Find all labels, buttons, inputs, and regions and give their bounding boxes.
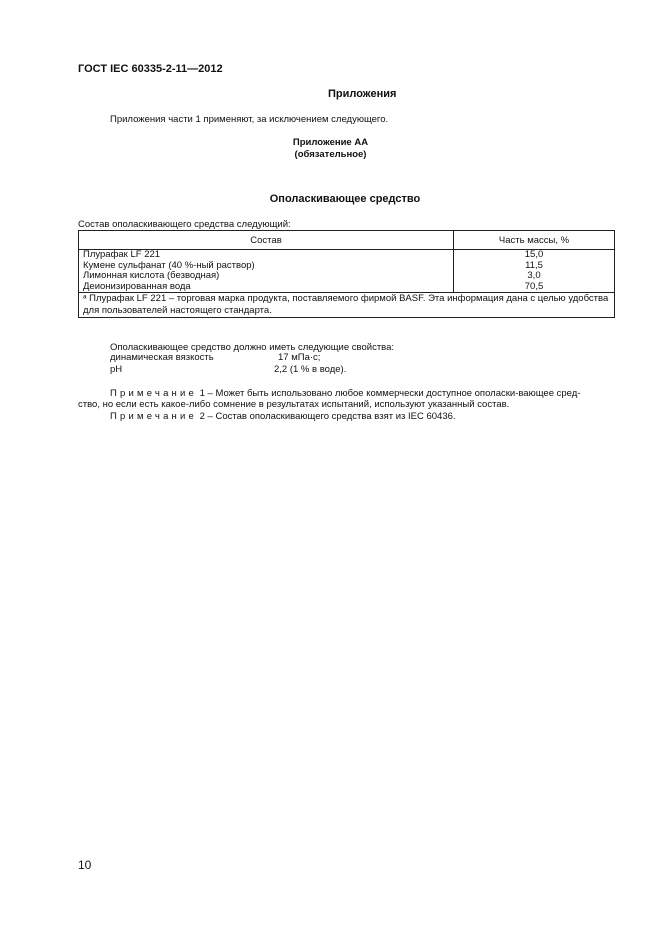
table-footnote-row xyxy=(79,293,615,318)
note-2 xyxy=(110,411,456,422)
note-text: 2 – Состав ополаскивающего средства взят из IEC 60436. xyxy=(197,411,456,422)
note-1 xyxy=(110,388,580,399)
note-label: Примечание xyxy=(110,388,197,399)
table-caption: Состав ополаскивающего средства следующий: xyxy=(78,219,291,230)
column-header-mass-fraction: Часть массы, % xyxy=(454,231,615,250)
section-title: Приложения xyxy=(328,88,397,100)
table-header-row xyxy=(79,231,615,250)
table-footnote: ᵃ Плурафак LF 221 – торговая марка продукта, поставляемого фирмой BASF. Эта информация дана с целью удобства для пользователей настоящего стандарта. xyxy=(79,293,615,318)
composition-table xyxy=(78,230,615,318)
property-value: 17 мПа·с; xyxy=(278,352,321,363)
note-label: Примечание xyxy=(110,411,197,422)
page-number: 10 xyxy=(78,858,92,872)
note-1-continuation: ство, но если есть какое-либо сомнение в результатах испытаний, используют указанный состав. xyxy=(78,399,510,410)
ingredient-name: Лимонная кислота (безводная) xyxy=(83,270,220,281)
ingredient-name: Кумене сульфанат (40 %-ный раствор) xyxy=(83,259,255,271)
ingredient-values xyxy=(454,250,615,293)
properties-intro: Ополаскивающее средство должно иметь следующие свойства: xyxy=(110,342,395,353)
standard-code: ГОСТ IEC 60335-2-11—2012 xyxy=(78,63,223,75)
property-value: 2,2 (1 % в воде). xyxy=(274,364,347,375)
property-name: pH xyxy=(110,364,123,375)
subsection-title: Ополаскивающее средство xyxy=(269,193,421,205)
column-header-composition: Состав xyxy=(79,231,454,250)
property-name: динамическая вязкость xyxy=(110,352,214,363)
ingredient-name: Плурафак LF 221 xyxy=(83,249,161,260)
ingredient-value: 3,0 xyxy=(527,270,541,281)
ingredient-value: 11,5 xyxy=(525,259,543,271)
table-body-row xyxy=(79,250,615,293)
annex-status: (обязательное) xyxy=(294,149,367,160)
section-intro: Приложения части 1 применяют, за исключением следующего. xyxy=(110,114,389,125)
ingredient-names xyxy=(79,250,454,293)
annex-name: Приложение АА xyxy=(292,137,369,148)
ingredient-name: Деионизированная вода xyxy=(83,280,191,292)
ingredient-value: 15,0 xyxy=(524,249,544,260)
ingredient-value: 70,5 xyxy=(524,280,544,292)
note-text: 1 – Может быть использовано любое коммерчески доступное ополаски-вающее сред- xyxy=(197,388,581,399)
